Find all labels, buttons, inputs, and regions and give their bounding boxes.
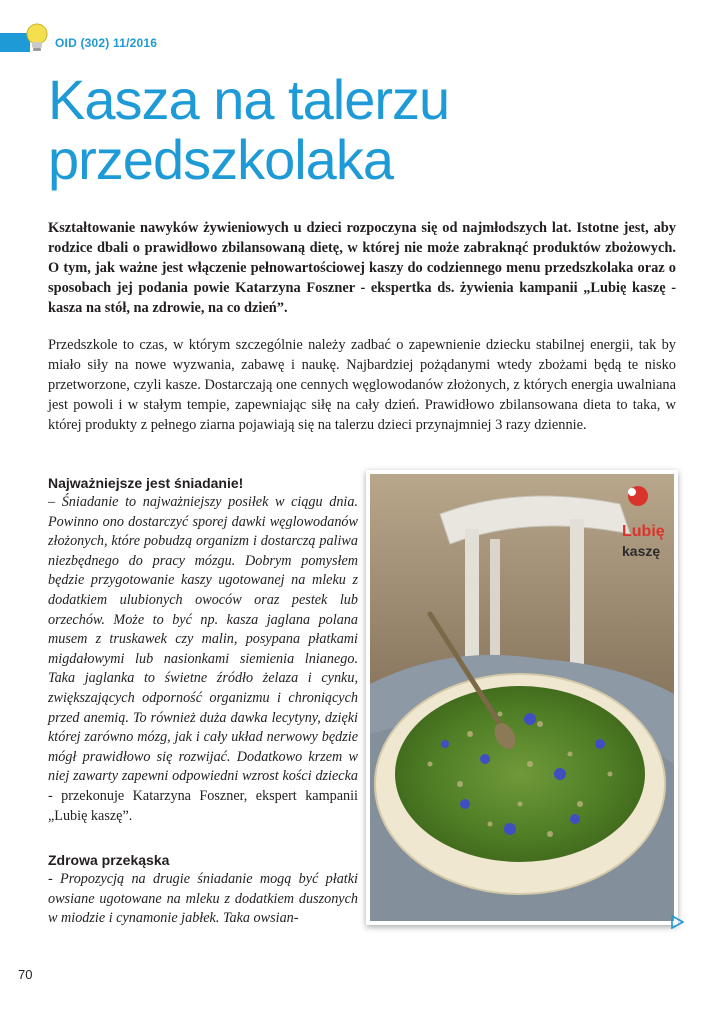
- title-line-2: przedszkolaka: [48, 128, 393, 191]
- section-text-snack: - Propozycją na drugie śniadanie mogą być płatki owsiane ugotowane na mleku z dodatkiem duszonych w miodzie i cynamonie jabłek. Taka owsian-: [48, 871, 358, 927]
- triangle-right-icon: [670, 915, 684, 929]
- title-line-1: Kasza na talerzu: [48, 68, 450, 131]
- section-heading-snack: Zdrowa przekąska: [48, 852, 170, 868]
- expert-quote: – Śniadanie to najważniejszy posiłek w ciągu dnia. Powinno ono dostarczyć sporej dawki węglowodanów złożonych, które pobudzą organizm i dostarczą paliwa niezbędnego do pracy mózgu. Dobrym pomysłem będzie przygotowanie kaszy ugotowanej na mleku z dodatkiem ulubionych owoców oraz pestek lub orzechów. Może to być np. kasza jaglana polana musem z truskawek czy malin, posypana płatkami migdałowymi lub nasionkami siemienia lnianego. Taka jaglanka to świetne źródło żelaza i cynku, zwiększających odporność organizmu i chroniących przed anemią. To również duża dawka lecytyny, dzięki której zarówno mózg, jak i cały układ nerwowy będzie mógł prawidłowo się rozwijać. Dodatkowo krzem w niej zawarty zapewni odpowiedni wzrost kości dziecka: [48, 494, 358, 785]
- page-number: 70: [18, 967, 33, 982]
- svg-text:Lubię: Lubię: [622, 523, 665, 540]
- section-snack: [48, 851, 358, 929]
- article-lead: Kształtowanie nawyków żywieniowych u dzieci rozpoczyna się od najmłodszych lat. Istotne jest, aby rodzice dbali o prawidłowo zbilansowaną dietę, w której nie może zabraknąć produktów zbożowych. O tym, jak ważne jest włączenie pełnowartościowej kaszy do codziennego menu przedszkolaka oraz o sposobach jej podania powie Katarzyna Foszner - ekspertka ds. żywienia kampanii „Lubię kaszę - kasza na stół, na zdrowie, na co dzień”.: [48, 220, 676, 316]
- kasza-bowl-photo: [370, 474, 674, 921]
- section-breakfast: [48, 474, 358, 826]
- article-title: [48, 70, 688, 190]
- quote-attribution: - przekonuje Katarzyna Foszner, ekspert kampanii „Lubię kaszę”.: [48, 787, 358, 824]
- issue-label: OID (302) 11/2016: [55, 36, 158, 50]
- svg-text:kaszę: kaszę: [622, 543, 661, 559]
- lightbulb-icon: [22, 22, 52, 54]
- article-intro: Przedszkole to czas, w którym szczególnie należy zadbać o zapewnienie dziecku stabilnej energii, tak by miało siły na nowe wyzwania, zabawę i naukę. Najbardziej pożądanymi wtedy zbożami będą te nisko przetworzone, czyli kasze. Dostarczają one cennych węglowodanów złożonych, z których energia uwalniana jest powoli i w stałym tempie, zapewniając siłę na cały dzień. Prawidłowo zbilansowana dieta to taka, w której produkty z pełnego ziarna pojawiają się na talerzu dzieci przynajmniej 3 razy dziennie.: [48, 337, 676, 433]
- section-text-breakfast: [48, 493, 358, 826]
- section-heading-breakfast: Najważniejsze jest śniadanie!: [48, 475, 244, 491]
- photo-frame: [366, 470, 678, 925]
